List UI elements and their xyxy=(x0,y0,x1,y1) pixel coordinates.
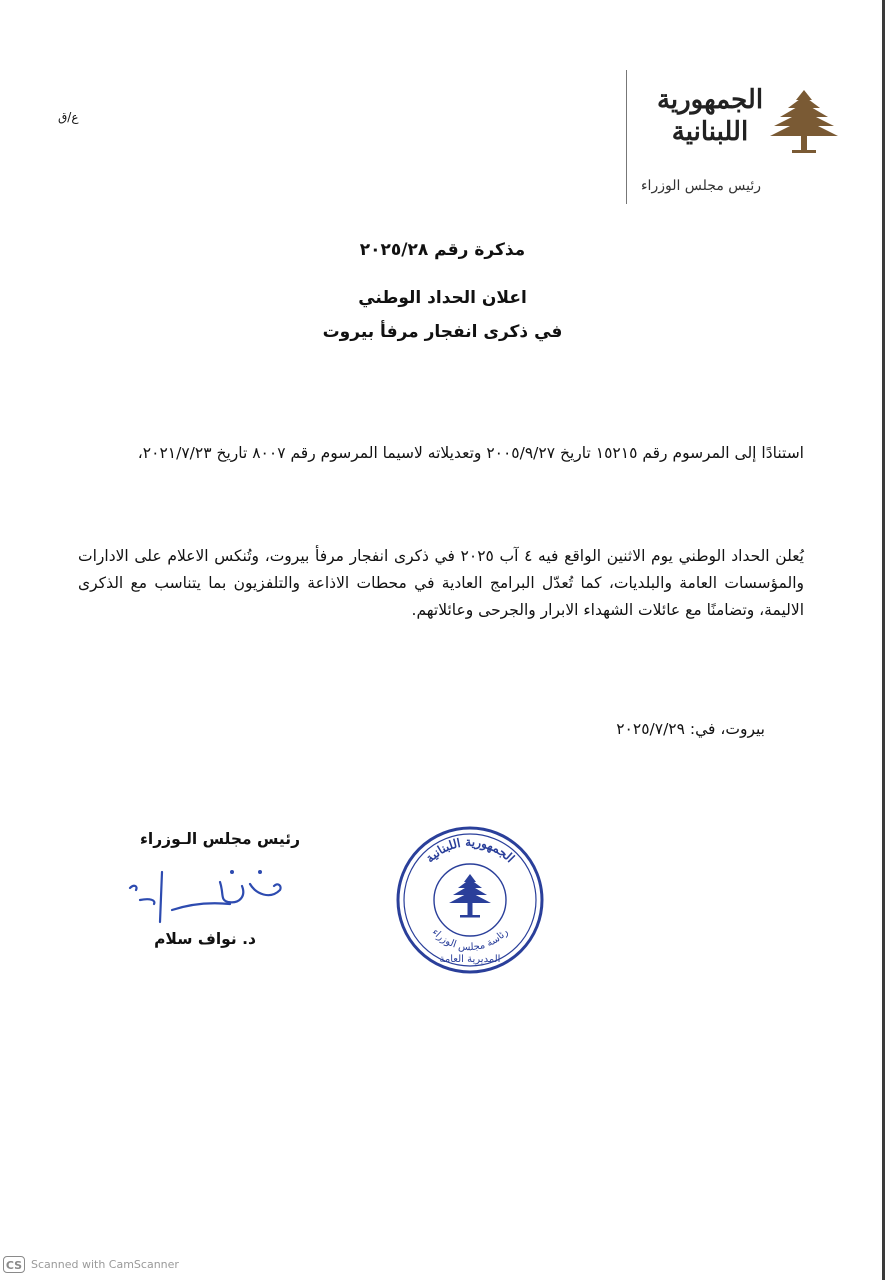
title-line-1: اعلان الحداد الوطني xyxy=(358,288,527,308)
paragraph-mourning-announcement: يُعلن الحداد الوطني يوم الاثنين الواقع فيه ٤ آب ٢٠٢٥ في ذكرى انفجار مرفأ بيروت، وتُنكس الاعلام على الادارات والمؤسسات العامة والبلديات، كما تُعدّل البرامج العادية في محطات الاذاعة والتلفزيون بما يتناسب مع الذكرى الاليمة، وتضامنًا مع عائلات الشهداء الابرار والجرحى وعائلاتهم. xyxy=(78,547,804,619)
seal-outer-text: الجمهورية اللبنانية xyxy=(422,834,518,866)
cedar-icon xyxy=(768,86,840,156)
paragraph-decree-reference: استنادًا إلى المرسوم رقم ١٥٢١٥ تاريخ ٢٠٠٥/٩/٢٧ وتعديلاته لاسيما المرسوم رقم ٨٠٠٧ تاريخ ٢٠٢١/٧/٢٣، xyxy=(137,444,804,462)
official-seal xyxy=(392,822,547,977)
scanner-text: Scanned with CamScanner xyxy=(31,1258,179,1271)
reference-code: ع/ق xyxy=(58,110,79,124)
svg-text:رئاسة مجلس الوزراء xyxy=(430,927,511,954)
office-name: رئيس مجلس الوزراء xyxy=(640,178,762,194)
signatory-name: د. نواف سلام xyxy=(154,930,256,948)
title-line-2: في ذكرى انفجار مرفأ بيروت xyxy=(322,322,563,342)
seal-bottom-text: المديرية العامة xyxy=(439,954,501,965)
letterhead-divider xyxy=(626,70,627,204)
memo-number: مذكرة رقم ٢٠٢٥/٢٨ xyxy=(359,240,526,260)
seal-inner-text: رئاسة مجلس الوزراء xyxy=(429,926,511,954)
letterhead xyxy=(622,70,852,210)
signature-icon xyxy=(120,860,300,932)
signatory-title: رئيس مجلس الـوزراء xyxy=(139,830,300,848)
seal-cedar-icon xyxy=(449,874,491,918)
scanner-footer xyxy=(0,1254,220,1276)
republic-name: الجمهورية اللبنانية xyxy=(656,85,764,147)
camscanner-logo-icon: CS xyxy=(3,1256,25,1273)
svg-text:الجمهورية اللبنانية xyxy=(423,835,517,865)
place-date: بيروت، في: ٢٠٢٥/٧/٢٩ xyxy=(616,720,765,738)
